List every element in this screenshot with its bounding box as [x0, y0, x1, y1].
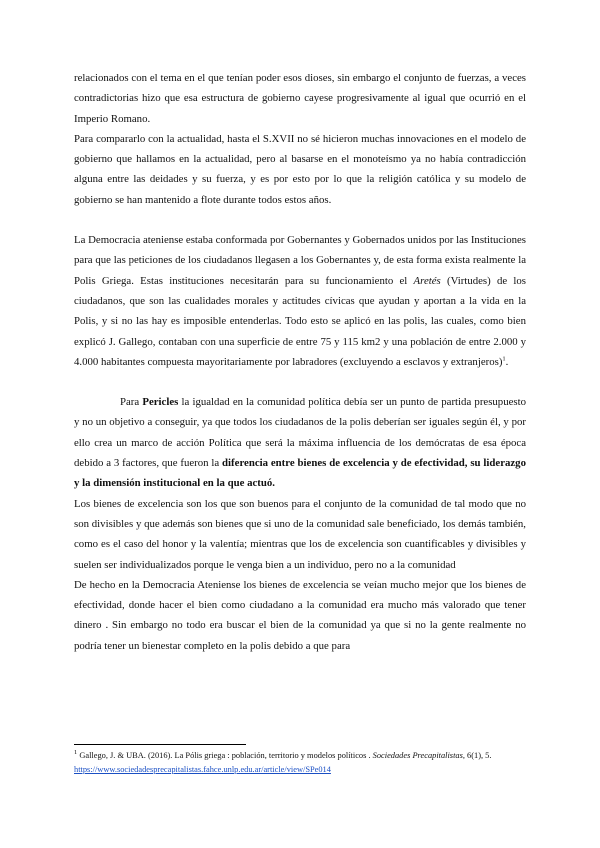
- paragraph-4-bold: diferencia entre bienes de excelencia y de efectividad, su liderazgo y la dimensión institucional en la que actuó.: [74, 457, 526, 490]
- paragraph-4: [74, 392, 526, 493]
- footnote-number: 1: [74, 749, 78, 757]
- aretes-term: Aretés: [413, 274, 441, 287]
- footnote-reference[interactable]: 1: [502, 355, 506, 363]
- paragraph-3-text-a: La Democracia ateniense estaba conformada por Gobernantes y Gobernados unidos por las Instituciones para que las peticiones de los ciudadanos llegasen a los Gobernantes y, de esta forma exista realmente la Polis Griega. Estas instituciones necesitarán para su funcionamiento el: [74, 234, 526, 287]
- paragraph-3-end: .: [505, 355, 509, 368]
- footnote: [74, 749, 526, 776]
- footnote-citation: Gallego, J. & UBA. (2016). La Pólis griega : población, territorio y modelos políticos .: [79, 751, 373, 760]
- paragraph-5: Los bienes de excelencia son los que son buenos para el conjunto de la comunidad de tal modo que no son divisibles y que además son bienes que si uno de la comunidad sale beneficiado, los demás también, como es el caso del honor y la valentía; mientras que los de excelencia son cuantificables y divisibles y suelen ser individualizados porque le venga bien a un individuo, pero no a la comunidad: [74, 497, 526, 571]
- paragraph-6: De hecho en la Democracia Ateniense los bienes de excelencia se veían mucho mejor que los bienes de efectividad, donde hacer el bien como ciudadano a la comunidad era mucho más valorado que tener dinero . Sin embargo no todo era buscar el bien de la comunidad ya que si no la gente realmente no podría tener un bienestar completo en la polis debido a que para: [74, 578, 526, 652]
- footnote-separator: [74, 744, 246, 745]
- footnote-citation-tail: , 6(1), 5.: [462, 751, 492, 760]
- paragraph-4-text-b: la igualdad en la comunidad política debía ser un punto de partida presupuesto y no un objetivo a conseguir, ya que todos los ciudadanos de la polis deberían ser iguales según él, y por ello crea un marco de acción Política que será la máxima influencia de los demócratas de esa época debido a 3 factores, que fueron la: [74, 396, 526, 470]
- paragraph-1: relacionados con el tema en el que tenían poder esos dioses, sin embargo el conjunto de fuerzas, a veces contradictorias hizo que esa estructura de gobierno cayese progresivamente al igual que ocurrió en el Imperio Romano.: [74, 72, 526, 125]
- paragraph-3: [74, 230, 526, 372]
- paragraph-4-text-a: Para: [120, 396, 143, 409]
- paragraph-3-text-b: (Virtudes) de los ciudadanos, que son las cualidades morales y actitudes cívicas que ayudan y aportan a la vida en la Polis, y si no las hay es imposible entenderlas. Todo esto se aplicó en las polis, las cuales, como bien explicó J. Gallego, contaban con una superficie de entre 75 y 115 km2 y una población de entre 2.000 y 4.000 habitantes compuesta mayoritariamente por labradores (excluyendo a esclavos y extranjeros): [74, 274, 526, 368]
- footnote-link[interactable]: https://www.sociedadesprecapitalistas.fahce.unlp.edu.ar/article/view/SPe014: [74, 764, 331, 774]
- paragraph-2: Para compararlo con la actualidad, hasta el S.XVII no sé hicieron muchas innovaciones en el modelo de gobierno que hallamos en la actualidad, pero al basarse en el monoteísmo ya no había contradicción alguna entre las deidades y su fuerza, y es por esto por lo que la religión católica y su modelo de gobierno se han mantenido a flote durante todos estos años.: [74, 132, 526, 206]
- paragraph-spacer: [74, 372, 526, 392]
- pericles-name: Pericles: [142, 396, 179, 409]
- document-body: [74, 68, 526, 656]
- footnote-journal: Sociedades Precapitalistas: [372, 751, 463, 760]
- paragraph-spacer: [74, 210, 526, 230]
